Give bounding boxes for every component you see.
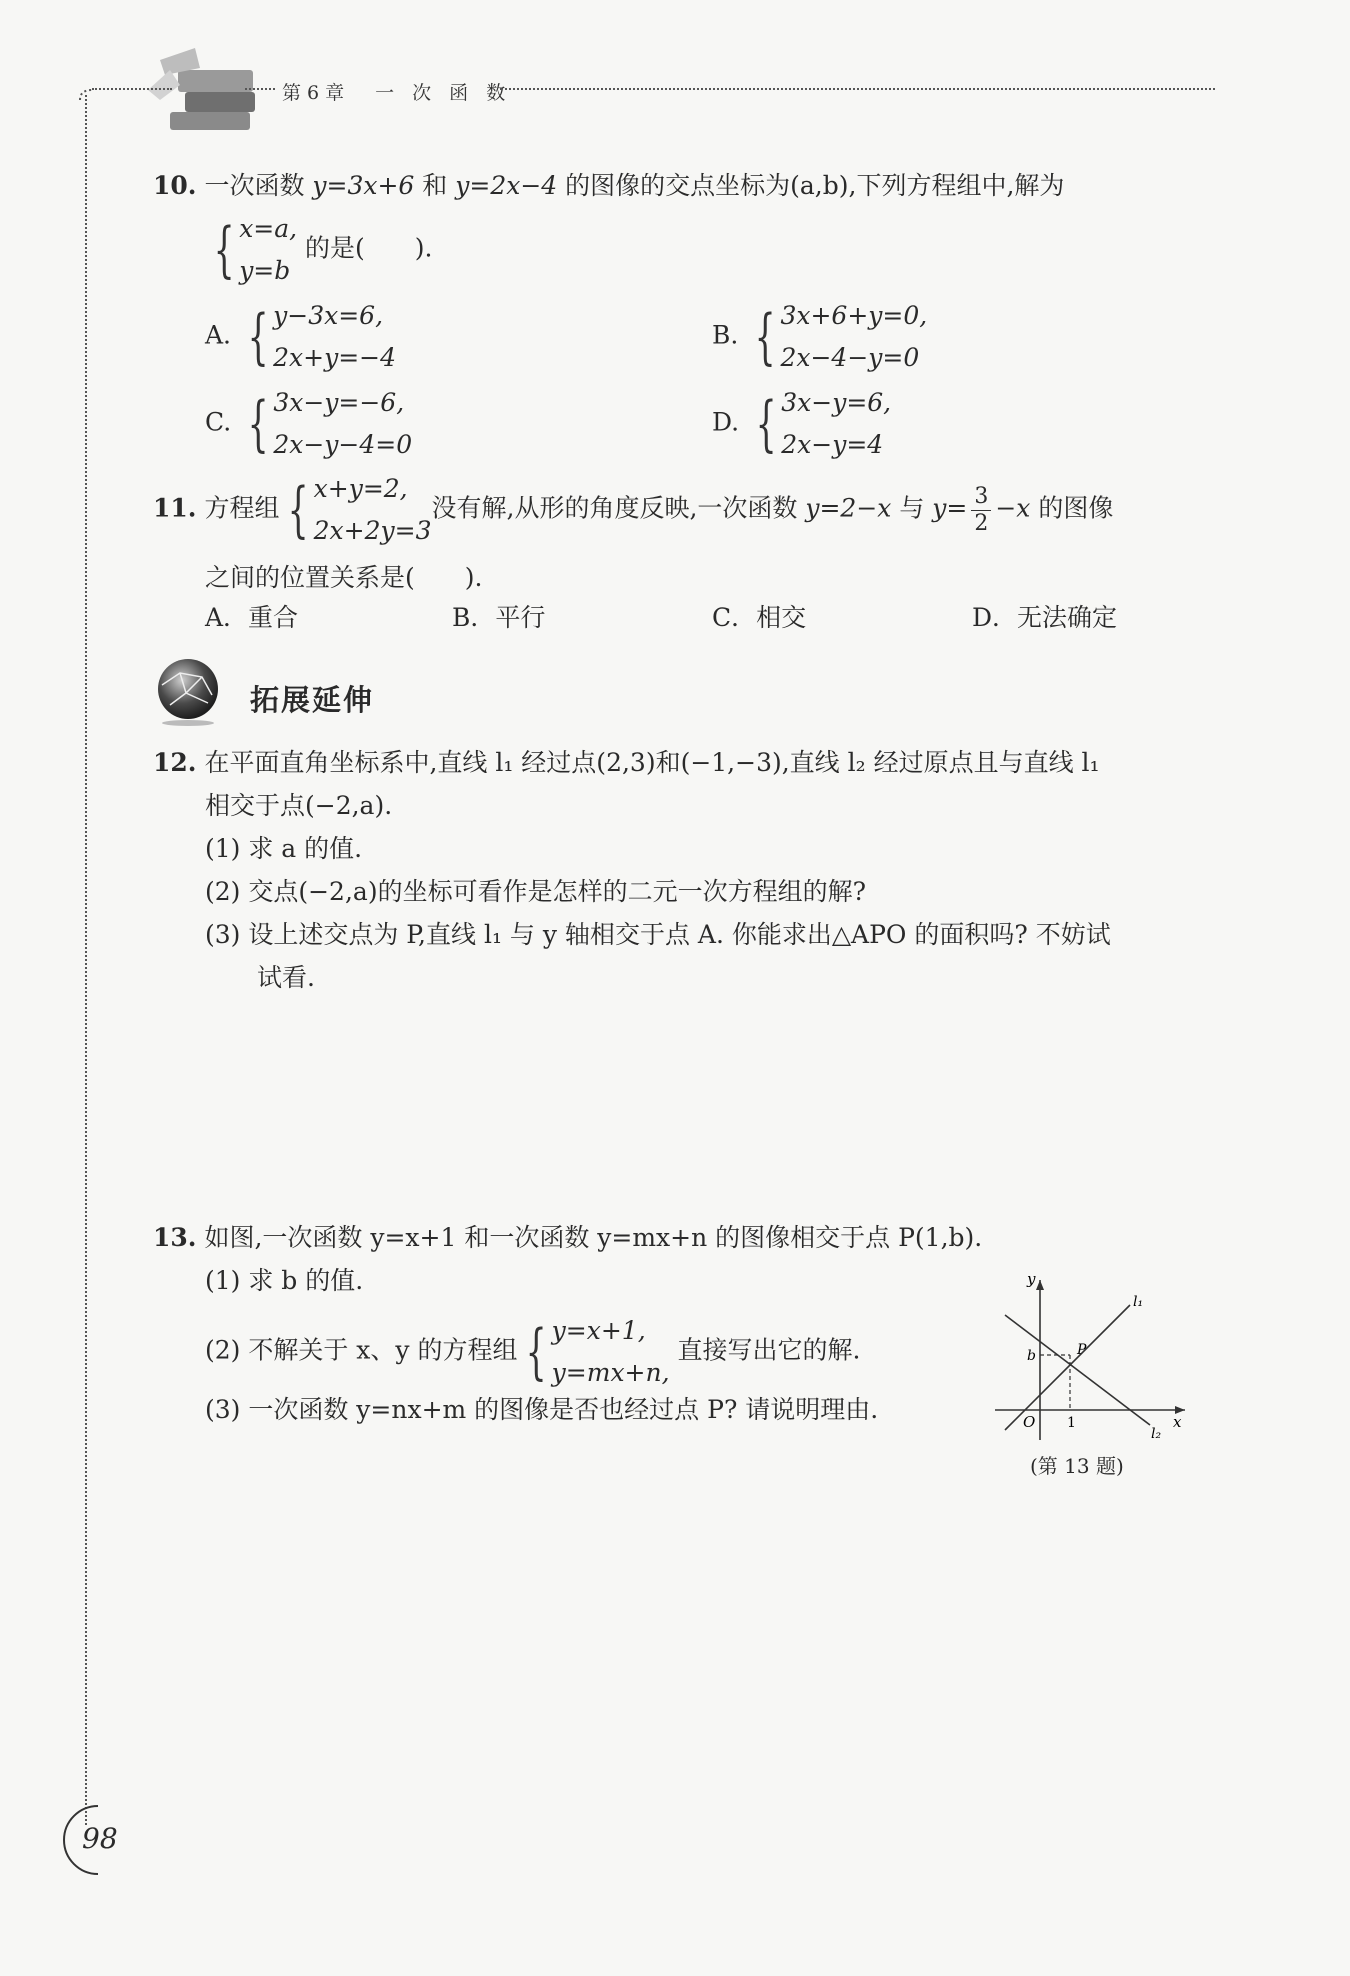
part-2: (2) 交点(−2,a)的坐标可看作是怎样的二元一次方程组的解? xyxy=(205,877,866,906)
option-a: A．重合 xyxy=(205,603,299,632)
option-d: D．无法确定 xyxy=(972,603,1118,632)
option-b: B．平行 xyxy=(452,603,546,632)
question-number: 10. xyxy=(153,171,197,200)
globe-icon xyxy=(150,655,228,727)
option-b: B. { 3x+6+y=0, 2x−4−y=0 xyxy=(712,301,928,372)
solution-system: { x=a, y=b xyxy=(213,214,298,285)
chapter-title: 第6章 一 次 函 数 xyxy=(282,82,512,104)
option-d: D. { 3x−y=6, 2x−y=4 xyxy=(712,388,892,459)
figure-13 xyxy=(985,1270,1195,1450)
label-x: x xyxy=(1173,1413,1182,1431)
label-1: 1 xyxy=(1067,1415,1076,1431)
page-number: 98 xyxy=(82,1822,118,1855)
label-o: O xyxy=(1023,1413,1036,1431)
label-y: y xyxy=(1027,1270,1036,1288)
label-l2: l₂ xyxy=(1151,1426,1162,1442)
line-l1 xyxy=(1005,1305,1130,1430)
section-title: 拓展延伸 xyxy=(250,683,375,717)
fraction: $\frac{3}{2}$ xyxy=(971,484,991,537)
question-number: 11. xyxy=(153,493,197,523)
part-3: (3) 一次函数 y=nx+m 的图像是否也经过点 P? 请说明理由. xyxy=(205,1395,879,1424)
question-number: 13. xyxy=(153,1223,197,1252)
part-1: (1) 求 b 的值. xyxy=(205,1266,364,1295)
part-2: (2) 不解关于 x、y 的方程组 { y=x+1, y=mx+n, 直接写出它的解. xyxy=(205,1316,861,1387)
part-3: (3) 设上述交点为 P,直线 l₁ 与 y 轴相交于点 A. 你能求出△APO 的面积吗? 不妨试 xyxy=(205,920,1111,949)
option-a: A. { y−3x=6, 2x+y=−4 xyxy=(205,301,397,372)
option-c: C. { 3x−y=−6, 2x−y−4=0 xyxy=(205,388,413,459)
part-1: (1) 求 a 的值. xyxy=(205,834,363,863)
figure-caption: (第 13 题) xyxy=(1030,1454,1124,1478)
label-l1: l₁ xyxy=(1133,1294,1144,1310)
label-b: b xyxy=(1027,1348,1036,1364)
question-number: 12. xyxy=(153,748,197,777)
option-c: C．相交 xyxy=(712,603,807,632)
label-p: P xyxy=(1077,1342,1087,1358)
